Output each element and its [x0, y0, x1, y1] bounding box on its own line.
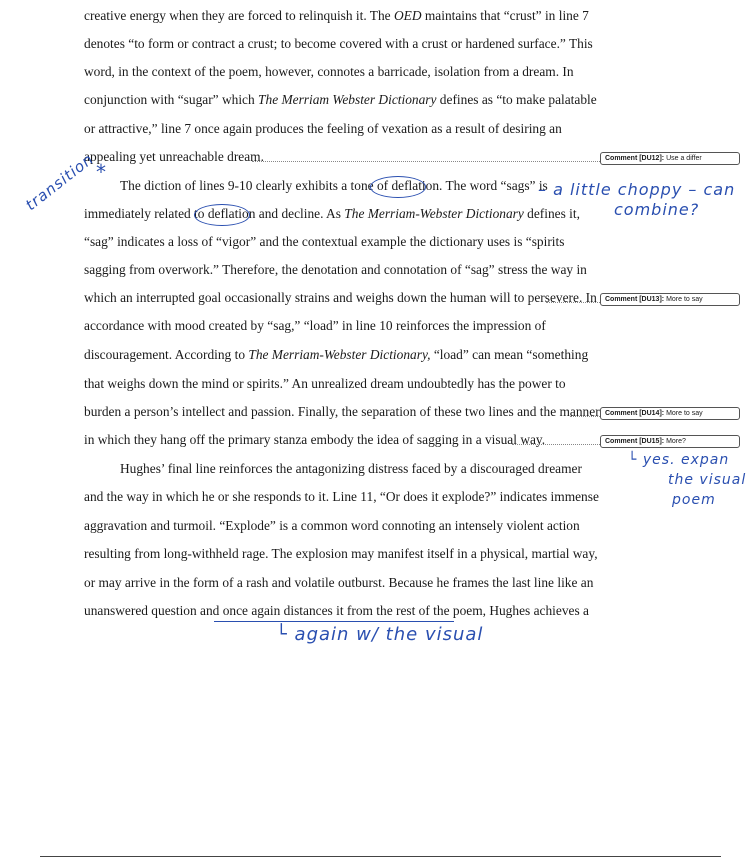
text-line: denotes “to form or contract a crust; to become covered with a crust or hardened surface.” This [84, 36, 593, 51]
handwritten-note: └ yes. expan [628, 452, 730, 468]
comment-leader-line [512, 444, 600, 445]
text-line: word, in the context of the poem, however, connotes a barricade, isolation from a dream. In [84, 64, 574, 79]
text-line: Hughes’ final line reinforces the antagonizing distress faced by a discouraged dreamer [120, 461, 582, 476]
handwritten-note: the visual [668, 472, 746, 488]
text-line: or may arrive in the form of a rash and volatile outburst. Because he frames the last line like an [84, 575, 594, 590]
handwritten-note: └ again w/ the visual [276, 624, 484, 645]
handwritten-note: combine? [614, 200, 700, 219]
text-line: accordance with mood created by “sag,” “load” in line 10 reinforces the impression of [84, 318, 546, 333]
comment-balloon-du15[interactable]: Comment [DU15]: More? [600, 435, 740, 448]
text-line: “sag” indicates a loss of “vigor” and the contextual example the dictionary uses is “spirits [84, 234, 565, 249]
text-line: sagging from overwork.” Therefore, the denotation and connotation of “sag” stress the way in [84, 262, 587, 277]
text-line: The diction of lines 9-10 clearly exhibits a tone of deflation. The word “sags” is [120, 178, 548, 193]
ink-circle-deflation [370, 176, 426, 198]
text-line: that weighs down the mind or spirits.” An unrealized dream undoubtedly has the power to [84, 376, 566, 391]
comment-balloon-du12[interactable]: Comment [DU12]: Use a differ [600, 152, 740, 165]
page-edge [40, 856, 721, 857]
text-line: resulting from long-withheld rage. The explosion may manifest itself in a physical, martial way, [84, 546, 598, 561]
comment-leader-line [252, 161, 600, 162]
comment-balloon-du13[interactable]: Comment [DU13]: More to say [600, 293, 740, 306]
comment-balloon-du14[interactable]: Comment [DU14]: More to say [600, 407, 740, 420]
text-line: and the way in which he or she responds to it. Line 11, “Or does it explode?” indicates immense [84, 489, 599, 504]
comment-leader-line [546, 302, 600, 303]
text-line: aggravation and turmoil. “Explode” is a common word connoting an intensely violent action [84, 518, 580, 533]
text-line: in which they hang off the primary stanza embody the idea of sagging in a visual way. [84, 432, 546, 447]
text-line: discouragement. According to The Merriam-Webster Dictionary, “load” can mean “something [84, 347, 589, 362]
ink-circle-deflation [194, 204, 250, 226]
ink-underline [214, 621, 454, 622]
handwritten-asterisk: * [96, 160, 107, 184]
handwritten-margin-note: transition [22, 149, 98, 215]
text-line: which an interrupted goal occasionally strains and weighs down the human will to persevere. In [84, 290, 597, 305]
handwritten-note: – a little choppy – can [538, 180, 736, 199]
text-line: or attractive,” line 7 once again produces the feeling of vexation as a result of desiring an [84, 121, 562, 136]
comment-leader-line [570, 416, 600, 417]
text-line: appealing yet unreachable dream. [84, 149, 264, 164]
text-line: creative energy when they are forced to relinquish it. The OED maintains that “crust” in line 7 [84, 8, 589, 23]
handwritten-note: poem [672, 492, 716, 508]
text-line: unanswered question and once again distances it from the rest of the poem, Hughes achieves a [84, 603, 589, 618]
text-line: burden a person’s intellect and passion. Finally, the separation of these two lines and the manner [84, 404, 600, 419]
text-line: conjunction with “sugar” which The Merriam Webster Dictionary defines as “to make palatable [84, 92, 597, 107]
text-line: immediately related to deflation and decline. As The Merriam-Webster Dictionary defines it, [84, 206, 580, 221]
